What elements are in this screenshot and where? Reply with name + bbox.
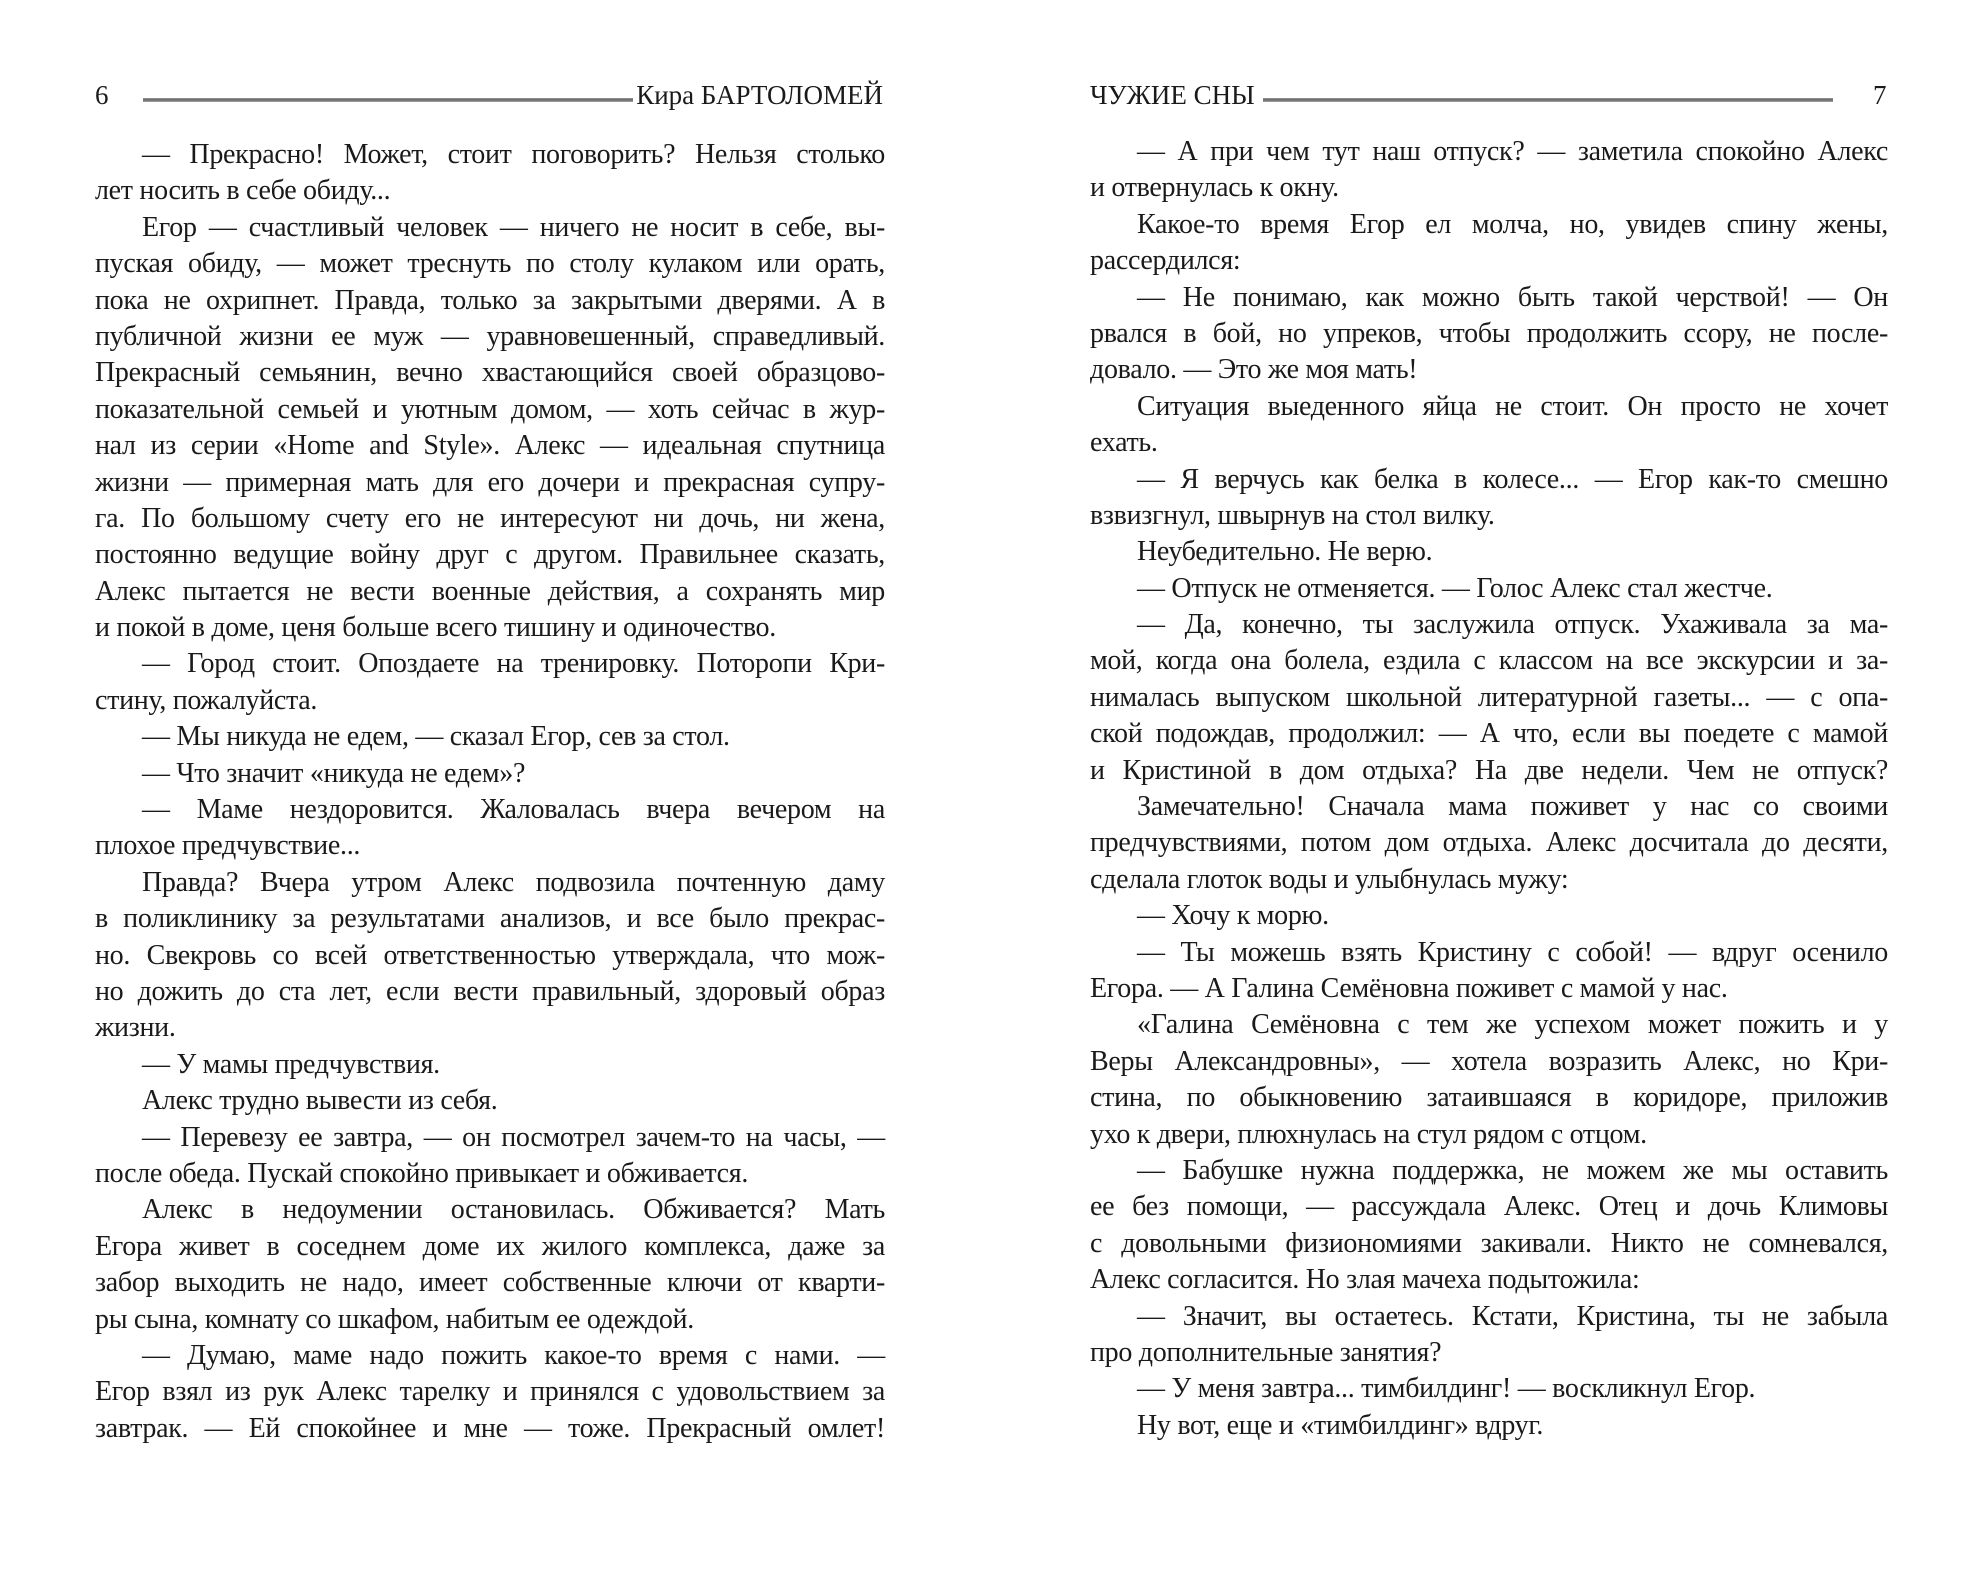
text-line: — Отпуск не отменяется. — Голос Алекс стал жестче.	[1137, 572, 1773, 604]
text-line: нималась выпуском школьной литературной газеты... — с опа-	[1090, 681, 1888, 713]
text-line: — Прекрасно! Может, стоит поговорить? Нельзя столько	[142, 139, 885, 170]
text-line: «Галина Семёновна с тем же успехом может пожить и у	[1137, 1009, 1888, 1041]
text-line: — Что значит «никуда не едем»?	[142, 757, 526, 789]
text-line: — Мы никуда не едем, — сказал Егор, сев за стол.	[142, 721, 730, 753]
text-line: Правда? Вчера утром Алекс подвозила почтенную даму	[142, 866, 885, 898]
text-line: — Думаю, маме надо пожить какое-то время с нами. —	[142, 1339, 885, 1371]
text-line: стину, пожалуйста.	[95, 684, 318, 716]
left-page-body	[95, 137, 885, 1447]
text-line: жизни.	[95, 1012, 176, 1044]
text-line: ехать.	[1090, 427, 1158, 459]
text-line: Алекс пытается не вести военные действия, а сохранять мир	[95, 575, 885, 607]
text-line: Ситуация выеденного яйца не стоит. Он просто не хочет	[1137, 390, 1888, 422]
text-line: постоянно ведущие войну друг с другом. Правильнее сказать,	[95, 539, 885, 571]
text-line: — Не понимаю, как можно быть такой черствой! — Он	[1137, 281, 1888, 313]
text-line: — Значит, вы остаетесь. Кстати, Кристина, ты не забыла	[1137, 1300, 1888, 1332]
text-line: рвался в бой, но упреков, чтобы продолжить ссору, не после-	[1090, 317, 1888, 349]
left-running-head: Кира БАРТОЛОМЕЙ	[636, 80, 883, 110]
text-line: — А при чем тут наш отпуск? — заметила спокойно Алекс	[1137, 136, 1888, 167]
text-line: Ну вот, еще и «тимбилдинг» вдруг.	[1137, 1409, 1544, 1441]
text-line: стина, по обыкновению затаившаяся в коридоре, приложив	[1090, 1082, 1888, 1114]
text-line: завтрак. — Ей спокойнее и мне — тоже. Прекрасный омлет!	[95, 1412, 885, 1444]
text-line: довало. — Это же моя мать!	[1090, 354, 1418, 386]
right-page-number: 7	[1873, 80, 1887, 110]
text-line: — Я верчусь как белка в колесе... — Егор как-то смешно	[1137, 463, 1888, 495]
text-line: с довольными физиономиями закивали. Никто не сомневался,	[1090, 1227, 1888, 1259]
text-line: сделала глоток воды и улыбнулась мужу:	[1090, 863, 1569, 895]
text-line: — Хочу к морю.	[1137, 900, 1329, 932]
text-line: пуская обиду, — может треснуть по столу кулаком или орать,	[95, 248, 885, 280]
text-line: — У мамы предчувствия.	[142, 1048, 440, 1080]
text-line: рассердился:	[1090, 245, 1241, 277]
text-line: ухо к двери, плюхнулась на стул рядом с отцом.	[1090, 1118, 1647, 1150]
text-line: — Бабушке нужна поддержка, не можем же мы оставить	[1137, 1154, 1888, 1186]
text-line: Алекс в недоумении остановилась. Обживается? Мать	[142, 1194, 885, 1226]
text-line: и отвернулась к окну.	[1090, 172, 1339, 204]
text-line: Прекрасный семьянин, вечно хвастающийся своей образцово-	[95, 357, 885, 389]
text-line: пока не охрипнет. Правда, только за закрытыми дверями. А в	[95, 284, 885, 316]
text-line: — У меня завтра... тимбилдинг! — воскликнул Егор.	[1137, 1373, 1756, 1405]
text-line: Егора живет в соседнем доме их жилого комплекса, даже за	[95, 1230, 885, 1262]
text-line: Веры Александровны», — хотела возразить Алекс, но Кри-	[1090, 1045, 1888, 1077]
text-line: предчувствиями, потом дом отдыха. Алекс досчитала до десяти,	[1090, 827, 1888, 859]
text-line: га. По большому счету его не интересуют ни дочь, ни жена,	[95, 502, 885, 534]
right-running-head: ЧУЖИЕ СНЫ	[1090, 80, 1255, 110]
text-line: Замечательно! Сначала мама поживет у нас со своими	[1137, 791, 1888, 823]
right-header-rule	[1263, 98, 1833, 102]
text-line: Алекс согласится. Но злая мачеха подытожила:	[1090, 1264, 1640, 1296]
text-line: Алекс трудно вывести из себя.	[142, 1085, 498, 1117]
text-line: лет носить в себе обиду...	[95, 175, 391, 207]
text-line: ской подождав, продолжил: — А что, если вы поедете с мамой	[1090, 718, 1888, 750]
text-line: Неубедительно. Не верю.	[1137, 536, 1433, 568]
text-line: но. Свекровь со всей ответственностью утверждала, что мож-	[95, 939, 885, 971]
left-header-rule	[143, 98, 633, 102]
text-line: Егора. — А Галина Семёновна поживет с мамой у нас.	[1090, 972, 1728, 1004]
text-line: — Перевезу ее завтра, — он посмотрел зачем-то на часы, —	[142, 1121, 885, 1153]
text-line: про дополнительные занятия?	[1090, 1336, 1442, 1368]
text-line: — Маме нездоровится. Жаловалась вчера вечером на	[142, 794, 885, 826]
text-line: показательной семьей и уютным домом, — хоть сейчас в жур-	[95, 393, 885, 425]
text-line: — Ты можешь взять Кристину с собой! — вдруг осенило	[1137, 936, 1888, 968]
text-line: мой, когда она болела, ездила с классом на все экскурсии и за-	[1090, 645, 1888, 677]
text-line: но дожить до ста лет, если вести правильный, здоровый образ	[95, 975, 885, 1007]
text-line: Какое-то время Егор ел молча, но, увидев спину жены,	[1137, 208, 1888, 240]
text-line: в поликлинику за результатами анализов, и все было прекрас-	[95, 903, 885, 935]
text-line: Егор взял из рук Алекс тарелку и принялся с удовольствием за	[95, 1376, 885, 1408]
text-line: жизни — примерная мать для его дочери и прекрасная супру-	[95, 466, 885, 498]
text-line: взвизгнул, швырнув на стол вилку.	[1090, 499, 1495, 531]
text-line: публичной жизни ее муж — уравновешенный, справедливый.	[95, 320, 885, 352]
left-page-number: 6	[95, 80, 109, 110]
text-line: забор выходить не надо, имеет собственные ключи от кварти-	[95, 1267, 885, 1299]
text-line: нал из серии «Home and Style». Алекс — идеальная спутница	[95, 430, 885, 462]
right-page-body	[1090, 134, 1888, 1444]
text-line: — Да, конечно, ты заслужила отпуск. Ухаживала за ма-	[1137, 609, 1888, 641]
text-line: Егор — счастливый человек — ничего не носит в себе, вы-	[142, 211, 885, 243]
text-line: после обеда. Пускай спокойно привыкает и обживается.	[95, 1157, 749, 1189]
text-line: и покой в доме, ценя больше всего тишину и одиночество.	[95, 612, 776, 644]
text-line: — Город стоит. Опоздаете на тренировку. Поторопи Кри-	[142, 648, 885, 680]
text-line: ее без помощи, — рассуждала Алекс. Отец и дочь Климовы	[1090, 1191, 1888, 1223]
text-line: ры сына, комнату со шкафом, набитым ее одеждой.	[95, 1303, 694, 1335]
text-line: и Кристиной в дом отдыха? На две недели. Чем не отпуск?	[1090, 754, 1888, 786]
text-line: плохое предчувствие...	[95, 830, 361, 862]
